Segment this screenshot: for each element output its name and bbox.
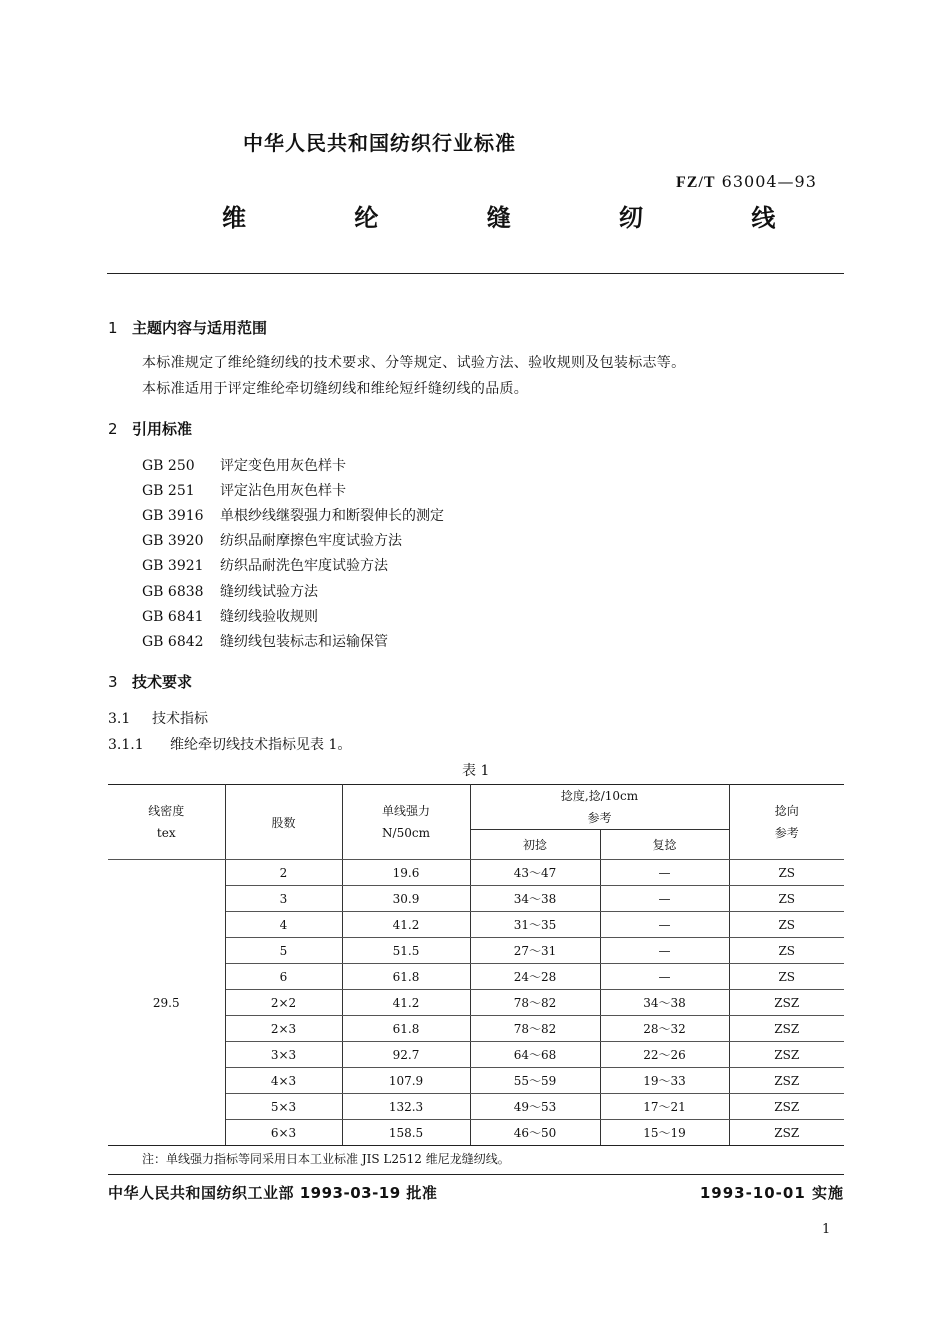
reference-name: 单根纱线继裂强力和断裂伸长的测定 <box>220 508 444 524</box>
cell-plies: 3×3 <box>225 1042 342 1068</box>
section-3-title: 技术要求 <box>132 673 193 691</box>
reference-name: 缝纫线包装标志和运输保管 <box>220 634 388 650</box>
header-twist-second: 复捻 <box>600 830 729 860</box>
header-direction: 捻向 参考 <box>729 785 844 860</box>
reference-name: 评定沾色用灰色样卡 <box>220 483 346 499</box>
cell-strength: 132.3 <box>342 1094 470 1120</box>
section-1-number: 1 <box>108 319 118 337</box>
cell-direction: ZSZ <box>729 990 844 1016</box>
cell-twist-first: 55～59 <box>470 1068 600 1094</box>
cell-direction: ZSZ <box>729 1016 844 1042</box>
cell-twist-first: 64～68 <box>470 1042 600 1068</box>
cell-strength: 41.2 <box>342 990 470 1016</box>
reference-code: GB 6841 <box>142 609 204 625</box>
subsection-3-1-title: 技术指标 <box>152 711 208 727</box>
header-density: 线密度 tex <box>108 785 225 860</box>
cell-direction: ZSZ <box>729 1068 844 1094</box>
section-2-heading <box>108 418 192 439</box>
header-twist-first: 初捻 <box>470 830 600 860</box>
tex-value: 29.5 <box>108 860 225 1146</box>
reference-item <box>142 480 346 500</box>
reference-item <box>142 581 318 601</box>
reference-name: 缝纫线验收规则 <box>220 609 318 625</box>
cell-strength: 61.8 <box>342 1016 470 1042</box>
code-prefix: FZ/T <box>676 174 716 191</box>
reference-name: 纺织品耐摩擦色牢度试验方法 <box>220 533 402 549</box>
reference-item <box>142 530 402 550</box>
footer-rule <box>108 1174 844 1175</box>
reference-code: GB 250 <box>142 458 195 474</box>
cell-strength: 107.9 <box>342 1068 470 1094</box>
cell-plies: 4 <box>225 912 342 938</box>
cell-twist-second: — <box>600 938 729 964</box>
cell-twist-first: 49～53 <box>470 1094 600 1120</box>
section-1-title: 主题内容与适用范围 <box>132 319 268 337</box>
technical-index-table <box>108 784 844 1146</box>
section-1-para-1: 本标准规定了维纶缝纫线的技术要求、分等规定、试验方法、验收规则及包装标志等。 <box>142 355 686 371</box>
cell-direction: ZS <box>729 964 844 990</box>
reference-item <box>142 631 388 651</box>
reference-code: GB 3916 <box>142 508 204 524</box>
organization-title: 中华人民共和国纺织行业标准 <box>243 131 516 155</box>
effective-date: 1993-10-01 实施 <box>699 1184 844 1202</box>
subsection-3-1 <box>108 708 208 728</box>
subsection-3-1-1-number: 3.1.1 <box>108 737 144 753</box>
cell-twist-first: 24～28 <box>470 964 600 990</box>
subsection-3-1-1-text: 维纶牵切线技术指标见表 1。 <box>170 737 352 753</box>
cell-direction: ZS <box>729 860 844 886</box>
approval-line: 中华人民共和国纺织工业部 1993-03-19 批准 <box>108 1184 438 1202</box>
section-3-heading <box>108 671 192 692</box>
cell-direction: ZSZ <box>729 1042 844 1068</box>
cell-twist-second: 17～21 <box>600 1094 729 1120</box>
subsection-3-1-1 <box>108 734 351 754</box>
section-2-title: 引用标准 <box>132 420 193 438</box>
table-caption: 表 1 <box>462 763 490 779</box>
reference-name: 缝纫线试验方法 <box>220 584 318 600</box>
section-2-number: 2 <box>108 420 118 438</box>
cell-twist-second: 34～38 <box>600 990 729 1016</box>
cell-plies: 6 <box>225 964 342 990</box>
header-rule <box>107 273 844 274</box>
page-number: 1 <box>822 1222 831 1237</box>
code-number: 63004—93 <box>721 172 817 191</box>
cell-plies: 5×3 <box>225 1094 342 1120</box>
cell-direction: ZSZ <box>729 1094 844 1120</box>
cell-plies: 6×3 <box>225 1120 342 1146</box>
table-row <box>108 860 844 886</box>
cell-strength: 19.6 <box>342 860 470 886</box>
reference-code: GB 6842 <box>142 634 204 650</box>
reference-name: 评定变色用灰色样卡 <box>220 458 346 474</box>
cell-twist-first: 43～47 <box>470 860 600 886</box>
section-1-heading <box>108 317 267 338</box>
cell-direction: ZSZ <box>729 1120 844 1146</box>
cell-direction: ZS <box>729 938 844 964</box>
cell-twist-second: — <box>600 886 729 912</box>
cell-plies: 4×3 <box>225 1068 342 1094</box>
cell-plies: 2 <box>225 860 342 886</box>
cell-plies: 2×2 <box>225 990 342 1016</box>
cell-direction: ZS <box>729 886 844 912</box>
reference-code: GB 3921 <box>142 558 204 574</box>
cell-twist-first: 78～82 <box>470 1016 600 1042</box>
reference-code: GB 251 <box>142 483 195 499</box>
cell-strength: 30.9 <box>342 886 470 912</box>
cell-strength: 158.5 <box>342 1120 470 1146</box>
cell-plies: 5 <box>225 938 342 964</box>
cell-twist-first: 34～38 <box>470 886 600 912</box>
cell-twist-second: 15～19 <box>600 1120 729 1146</box>
reference-item <box>142 455 346 475</box>
document-title: 维 纶 缝 纫 线 <box>222 204 826 232</box>
header-plies: 股数 <box>225 785 342 860</box>
cell-twist-second: — <box>600 912 729 938</box>
reference-name: 纺织品耐洗色牢度试验方法 <box>220 558 388 574</box>
reference-item <box>142 555 388 575</box>
reference-code: GB 6838 <box>142 584 204 600</box>
cell-strength: 92.7 <box>342 1042 470 1068</box>
cell-twist-first: 27～31 <box>470 938 600 964</box>
cell-twist-second: — <box>600 964 729 990</box>
cell-plies: 2×3 <box>225 1016 342 1042</box>
cell-strength: 41.2 <box>342 912 470 938</box>
cell-direction: ZS <box>729 912 844 938</box>
cell-twist-second: 28～32 <box>600 1016 729 1042</box>
cell-twist-first: 78～82 <box>470 990 600 1016</box>
reference-item <box>142 505 444 525</box>
cell-strength: 51.5 <box>342 938 470 964</box>
table-note: 注：单线强力指标等同采用日本工业标准 JIS L2512 维尼龙缝纫线。 <box>142 1152 510 1166</box>
cell-strength: 61.8 <box>342 964 470 990</box>
cell-twist-second: — <box>600 860 729 886</box>
cell-twist-second: 19～33 <box>600 1068 729 1094</box>
header-strength: 单线强力 N/50cm <box>342 785 470 860</box>
reference-item <box>142 606 318 626</box>
header-twist: 捻度,捻/10cm 参考 <box>470 785 729 830</box>
subsection-3-1-number: 3.1 <box>108 711 131 727</box>
cell-twist-second: 22～26 <box>600 1042 729 1068</box>
cell-twist-first: 46～50 <box>470 1120 600 1146</box>
cell-twist-first: 31～35 <box>470 912 600 938</box>
standard-code <box>676 172 817 192</box>
section-1-para-2: 本标准适用于评定维纶牵切缝纫线和维纶短纤缝纫线的品质。 <box>142 381 529 397</box>
reference-code: GB 3920 <box>142 533 204 549</box>
cell-plies: 3 <box>225 886 342 912</box>
section-3-number: 3 <box>108 673 118 691</box>
